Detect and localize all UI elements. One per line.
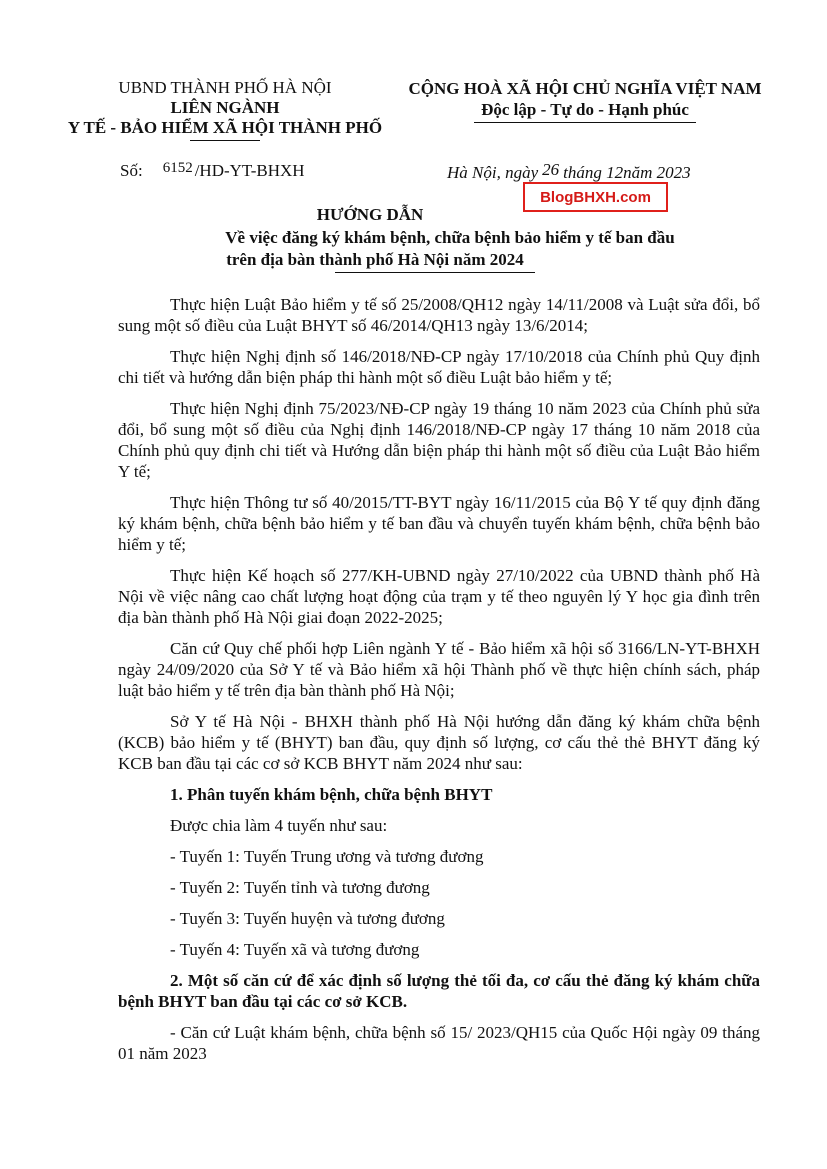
section-2-heading: 2. Một số căn cứ để xác định số lượng thẻ tối đa, cơ cấu thẻ đăng ký khám chữa bệnh BHYT ban đầu tại các cơ sở KCB. [118,971,760,1011]
national-motto-block [385,78,785,123]
list-item: - Tuyến 2: Tuyến tỉnh và tương đương [170,878,430,897]
paragraph: Thực hiện Nghị định 75/2023/NĐ-CP ngày 19 tháng 10 năm 2023 của Chính phủ sửa đổi, bổ sung một số điều của Nghị định 146/2018/NĐ-CP ngày 17 tháng 10 năm 2018 của Chính phủ quy định chi tiết và Hướng dẫn biện pháp thi hành một số điều của Luật Bảo hiểm Y tế; [118,399,760,481]
list-item: - Tuyến 3: Tuyến huyện và tương đương [170,909,445,928]
watermark-badge: BlogBHXH.com [523,182,668,212]
paragraph: Thực hiện Kế hoạch số 277/KH-UBND ngày 27/10/2022 của UBND thành phố Hà Nội về việc nâng cao chất lượng hoạt động của trạm y tế theo nguyên lý Y học gia đình trên địa bàn thành phố Hà Nội giai đoạn 2022-2025; [118,566,760,627]
document-title: HƯỚNG DẪN [316,205,424,224]
date-prefix: Hà Nội, ngày [447,163,539,182]
section-1-heading: 1. Phân tuyến khám bệnh, chữa bệnh BHYT [170,785,493,804]
paragraph: Căn cứ Quy chế phối hợp Liên ngành Y tế - Bảo hiểm xã hội số 3166/LN-YT-BHXH ngày 24/09/2020 của Sở Y tế và Bảo hiểm xã hội Thành phố về thực hiện chính sách, pháp luật bảo hiểm y tế trên địa bàn thành phố Hà Nội; [118,639,760,700]
subtitle-line-2: trên địa bàn thành phố Hà Nội năm 2024 [226,250,524,269]
subtitle-line-1: Về việc đăng ký khám bệnh, chữa bệnh bảo hiểm y tế ban đầu [225,228,675,247]
document-number [120,160,305,181]
date-suffix: tháng 12năm 2023 [563,163,691,182]
document-body [118,294,760,1074]
number-suffix: /HD-YT-BHXH [194,161,305,180]
issuer-line-3: Y TẾ - BẢO HIỂM XÃ HỘI THÀNH PHỐ [67,118,383,137]
list-item: - Tuyến 1: Tuyến Trung ương và tương đương [170,847,484,866]
date-day: 26 [542,160,560,179]
issuer-underline [190,140,260,141]
motto: Độc lập - Tự do - Hạnh phúc [481,100,689,119]
number-value: 6152 [162,160,193,176]
paragraph: Thực hiện Nghị định số 146/2018/NĐ-CP ngày 17/10/2018 của Chính phủ Quy định chi tiết và hướng dẫn biện pháp thi hành một số điều Luật bảo hiểm y tế; [118,347,760,387]
number-label: Số: [120,161,143,180]
country-name: CỘNG HOÀ XÃ HỘI CHỦ NGHĨA VIỆT NAM [408,79,762,98]
paragraph: Thực hiện Luật Bảo hiểm y tế số 25/2008/QH12 ngày 14/11/2008 và Luật sửa đổi, bổ sung một số điều của Luật BHYT số 46/2014/QH13 ngày 13/6/2014; [118,295,760,335]
document-subtitle [150,227,750,273]
list-item: - Tuyến 4: Tuyến xã và tương đương [170,940,420,959]
issuer-line-1: UBND THÀNH PHỐ HÀ NỘI [118,78,332,97]
issuer-line-2: LIÊN NGÀNH [170,98,280,117]
paragraph: Thực hiện Thông tư số 40/2015/TT-BYT ngày 16/11/2015 của Bộ Y tế quy định đăng ký khám bệnh, chữa bệnh bảo hiểm y tế ban đầu và chuyển tuyến khám bệnh, chữa bệnh bảo hiểm y tế; [118,493,760,554]
paragraph: Sở Y tế Hà Nội - BHXH thành phố Hà Nội hướng dẫn đăng ký khám chữa bệnh (KCB) bảo hiểm y tế (BHYT) ban đầu, quy định số lượng, cơ cấu thẻ thẻ BHYT đăng ký KCB ban đầu tại các cơ sở KCB BHYT năm 2024 như sau: [118,712,760,773]
motto-underline [474,122,696,123]
issuer-block [60,78,390,141]
subtitle-underline [335,272,535,273]
paragraph: - Căn cứ Luật khám bệnh, chữa bệnh số 15/ 2023/QH15 của Quốc Hội ngày 09 tháng 01 năm 2023 [118,1023,760,1063]
document-date [447,160,691,183]
section-1-intro: Được chia làm 4 tuyến như sau: [170,816,388,835]
